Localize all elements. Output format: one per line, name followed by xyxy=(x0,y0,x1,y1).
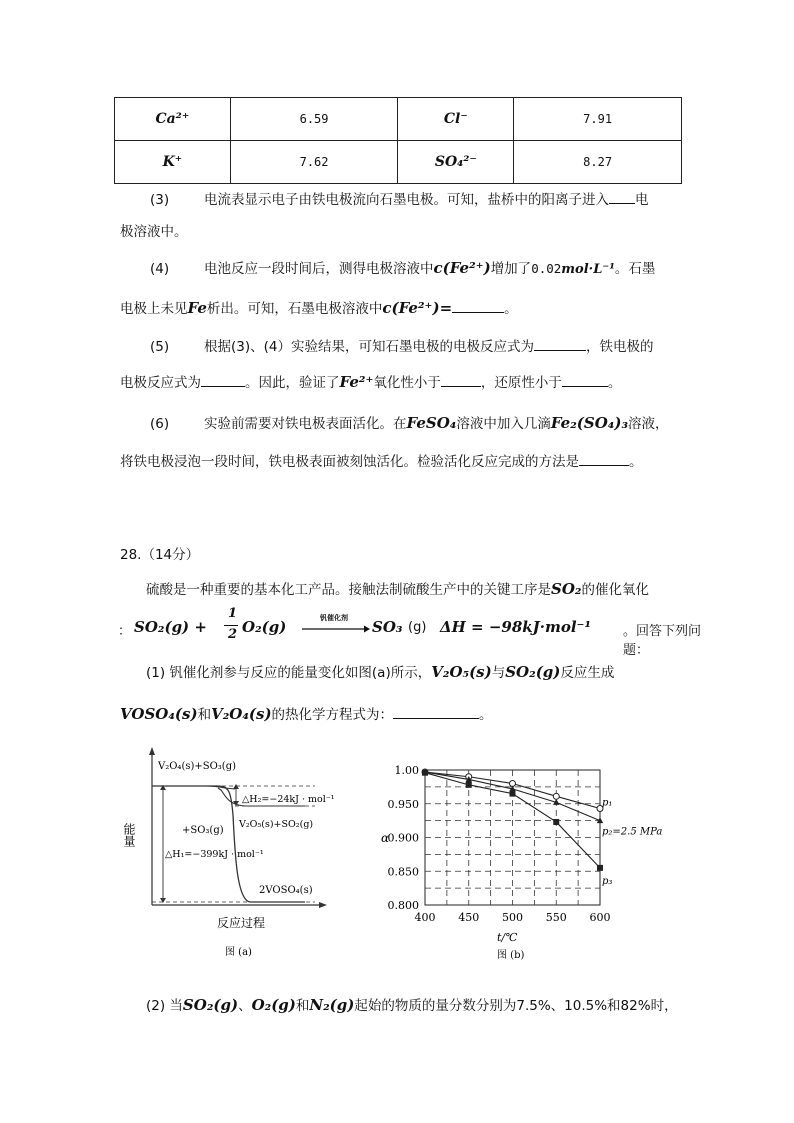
question-28-header: 28.（14分） xyxy=(120,547,200,563)
so3-label: +SO₃(g) xyxy=(182,825,224,836)
question-text: ，还原性小于 xyxy=(480,375,562,391)
chart-marks xyxy=(388,764,663,924)
question-6 xyxy=(150,412,669,432)
fraction-denominator: 2 xyxy=(228,627,238,642)
figure-caption: 图 (a) xyxy=(225,947,252,958)
question-text: 电极上未见 xyxy=(120,301,188,317)
question-text: 实验前需要对铁电极表面活化。在 xyxy=(204,416,407,432)
reaction-equation xyxy=(118,606,718,658)
question-3-line2: 极溶液中。 xyxy=(120,224,188,240)
formula: SO₂ xyxy=(551,580,582,598)
question-text: ，铁电极的 xyxy=(585,339,654,355)
question-28-part2 xyxy=(146,994,678,1014)
formula: Fe²⁺ xyxy=(339,373,374,391)
question-text: 。石墨 xyxy=(614,261,656,277)
x-axis-label: t/℃ xyxy=(497,931,518,944)
dh2-arrowhead xyxy=(233,784,239,789)
question-text: 和 xyxy=(295,998,310,1014)
question-text: 。回答下列问题： xyxy=(623,624,702,658)
ion-cell: K⁺ xyxy=(115,141,231,184)
formula: Fe xyxy=(187,299,207,317)
answer-blank xyxy=(441,374,481,387)
data-point xyxy=(553,793,559,799)
table-row xyxy=(115,141,682,184)
y-tick-label: 0.950 xyxy=(387,797,419,811)
x-tick-label: 600 xyxy=(589,911,611,924)
ion-cell: Cl⁻ xyxy=(398,98,514,141)
question-number: (5) xyxy=(150,339,170,355)
question-28-part1-line2 xyxy=(120,703,493,723)
y-axis-label: 能量 xyxy=(122,823,136,847)
question-28-intro xyxy=(146,578,649,598)
question-text: 。因此，验证了 xyxy=(245,375,340,391)
question-text: 起始的物质的量分数分别为7.5%、10.5%和82%时， xyxy=(354,998,678,1014)
y-tick-label: 1.00 xyxy=(394,764,419,777)
enthalpy: ΔH = −98kJ·mol⁻¹ xyxy=(440,618,592,636)
question-text: ： xyxy=(118,624,132,639)
reaction-arrow xyxy=(302,624,370,634)
chart-caption: 图 (b) xyxy=(497,950,525,961)
formula: VOSO₄(s) xyxy=(120,705,198,723)
value: 0.02 xyxy=(531,261,562,276)
question-text: 电池反应一段时间后，测得电极溶液中 xyxy=(204,261,434,277)
answer-blank xyxy=(562,374,608,387)
y-axis-label: α xyxy=(381,831,390,845)
x-axis-label: 反应过程 xyxy=(217,916,266,930)
question-5-line2 xyxy=(120,371,621,391)
series-label: p₃ xyxy=(602,875,613,887)
question-text: 的热化学方程式为： xyxy=(271,707,394,723)
fraction-numerator: 1 xyxy=(228,606,238,621)
formula: c(Fe²⁺)= xyxy=(382,299,453,317)
question-text: 氧化性小于 xyxy=(373,375,441,391)
catalyst-label: 钒催化剂 xyxy=(320,614,348,622)
question-text: 反应生成 xyxy=(560,665,615,681)
answer-blank xyxy=(609,191,635,204)
question-text: 的催化氧化 xyxy=(581,582,649,598)
x-tick-label: 450 xyxy=(458,911,480,924)
bottom-level-label: 2VOSO₄(s) xyxy=(259,885,313,896)
question-text: 与 xyxy=(491,665,506,681)
unit: mol·L⁻¹ xyxy=(561,262,615,277)
value-cell: 8.27 xyxy=(514,141,682,184)
question-text: 析出。可知，石墨电极溶液中 xyxy=(206,301,383,317)
question-text: 、 xyxy=(238,998,252,1014)
formula: V₂O₅(s) xyxy=(431,663,492,681)
question-text: 。 xyxy=(607,375,622,391)
question-number: (4) xyxy=(150,261,170,277)
data-point xyxy=(466,782,472,788)
question-text: 电 xyxy=(635,192,649,208)
question-text: 。 xyxy=(629,454,643,470)
dh1-label: △H₁=−399kJ · mol⁻¹ xyxy=(165,849,264,860)
answer-blank xyxy=(393,706,479,719)
formula: Fe₂(SO₄)₃ xyxy=(550,414,629,432)
question-number: (3) xyxy=(150,192,170,208)
value-cell: 6.59 xyxy=(230,98,398,141)
question-6-line2 xyxy=(120,450,643,470)
series-label: p₂=2.5 MPa xyxy=(602,826,663,838)
value-cell: 7.91 xyxy=(514,98,682,141)
question-text: 。 xyxy=(504,301,518,317)
table-row xyxy=(115,98,682,141)
answer-blank xyxy=(201,374,245,387)
question-text: 根据(3)、(4）实验结果，可知石墨电极的电极反应式为 xyxy=(204,339,534,355)
question-text: 增加了 xyxy=(490,261,532,277)
answer-blank xyxy=(579,453,629,466)
x-tick-label: 500 xyxy=(502,911,523,924)
conversion-chart xyxy=(375,760,675,965)
dh2-label: △H₂=−24kJ · mol⁻¹ xyxy=(242,794,335,805)
x-tick-label: 400 xyxy=(414,911,436,924)
energy-diagram xyxy=(122,745,340,970)
question-text: (2) 当 xyxy=(146,998,183,1014)
ion-cell: SO₄²⁻ xyxy=(398,141,514,184)
answer-blank xyxy=(534,338,586,351)
data-point xyxy=(422,770,428,776)
formula: SO₃ xyxy=(372,618,403,636)
question-text: 电流表显示电子由铁电极流向石墨电极。可知，盐桥中的阳离子进入 xyxy=(204,192,609,208)
answer-blank xyxy=(452,300,504,313)
question-4 xyxy=(150,257,655,277)
mid-level-label: V₂O₅(s)+SO₂(g) xyxy=(239,819,314,830)
question-text: (1) 钒催化剂参与反应的能量变化如图(a)所示， xyxy=(146,665,432,681)
formula: O₂(g) xyxy=(242,618,287,636)
data-point xyxy=(510,791,516,797)
data-point xyxy=(597,865,603,871)
value-cell: 7.62 xyxy=(230,141,398,184)
formula: c(Fe²⁺) xyxy=(433,259,491,277)
series-label: p₁ xyxy=(602,797,613,809)
question-number: (6) xyxy=(150,416,170,432)
question-28-part1 xyxy=(146,661,614,681)
ion-table xyxy=(114,97,682,184)
formula: SO₂(g) xyxy=(505,663,561,681)
y-tick-label: 0.900 xyxy=(387,831,419,845)
y-tick-label: 0.850 xyxy=(387,865,419,879)
question-text: 电极反应式为 xyxy=(120,375,201,391)
y-axis-arrow xyxy=(149,747,155,755)
question-4-line2 xyxy=(120,297,518,317)
top-level-label: V₂O₄(s)+SO₃(g) xyxy=(158,761,237,772)
question-text: 。 xyxy=(479,707,493,723)
formula: SO₂(g) xyxy=(182,996,239,1014)
question-text: 和 xyxy=(197,707,212,723)
question-text: 将铁电极浸泡一段时间，铁电极表面被刻蚀活化。检验活化反应完成的方法是 xyxy=(120,454,579,470)
x-tick-label: 550 xyxy=(545,911,567,924)
y-tick-label: 0.800 xyxy=(387,899,419,912)
question-5 xyxy=(150,335,653,355)
formula: O₂(g) xyxy=(251,996,296,1014)
data-point xyxy=(553,819,559,825)
question-text: 溶液中加入几滴 xyxy=(456,416,551,432)
formula: N₂(g) xyxy=(309,996,355,1014)
formula: V₂O₄(s) xyxy=(211,705,272,723)
ion-cell: Ca²⁺ xyxy=(115,98,231,141)
formula: FeSO₄ xyxy=(406,414,457,432)
x-axis-arrow xyxy=(319,902,327,908)
question-text: 溶液， xyxy=(628,416,669,432)
question-text: (g) xyxy=(408,620,427,635)
question-3 xyxy=(150,188,649,208)
formula: SO₂(g) + xyxy=(134,618,207,636)
fraction-bar xyxy=(224,625,238,626)
question-text: 硫酸是一种重要的基本化工产品。接触法制硫酸生产中的关键工序是 xyxy=(146,582,551,598)
